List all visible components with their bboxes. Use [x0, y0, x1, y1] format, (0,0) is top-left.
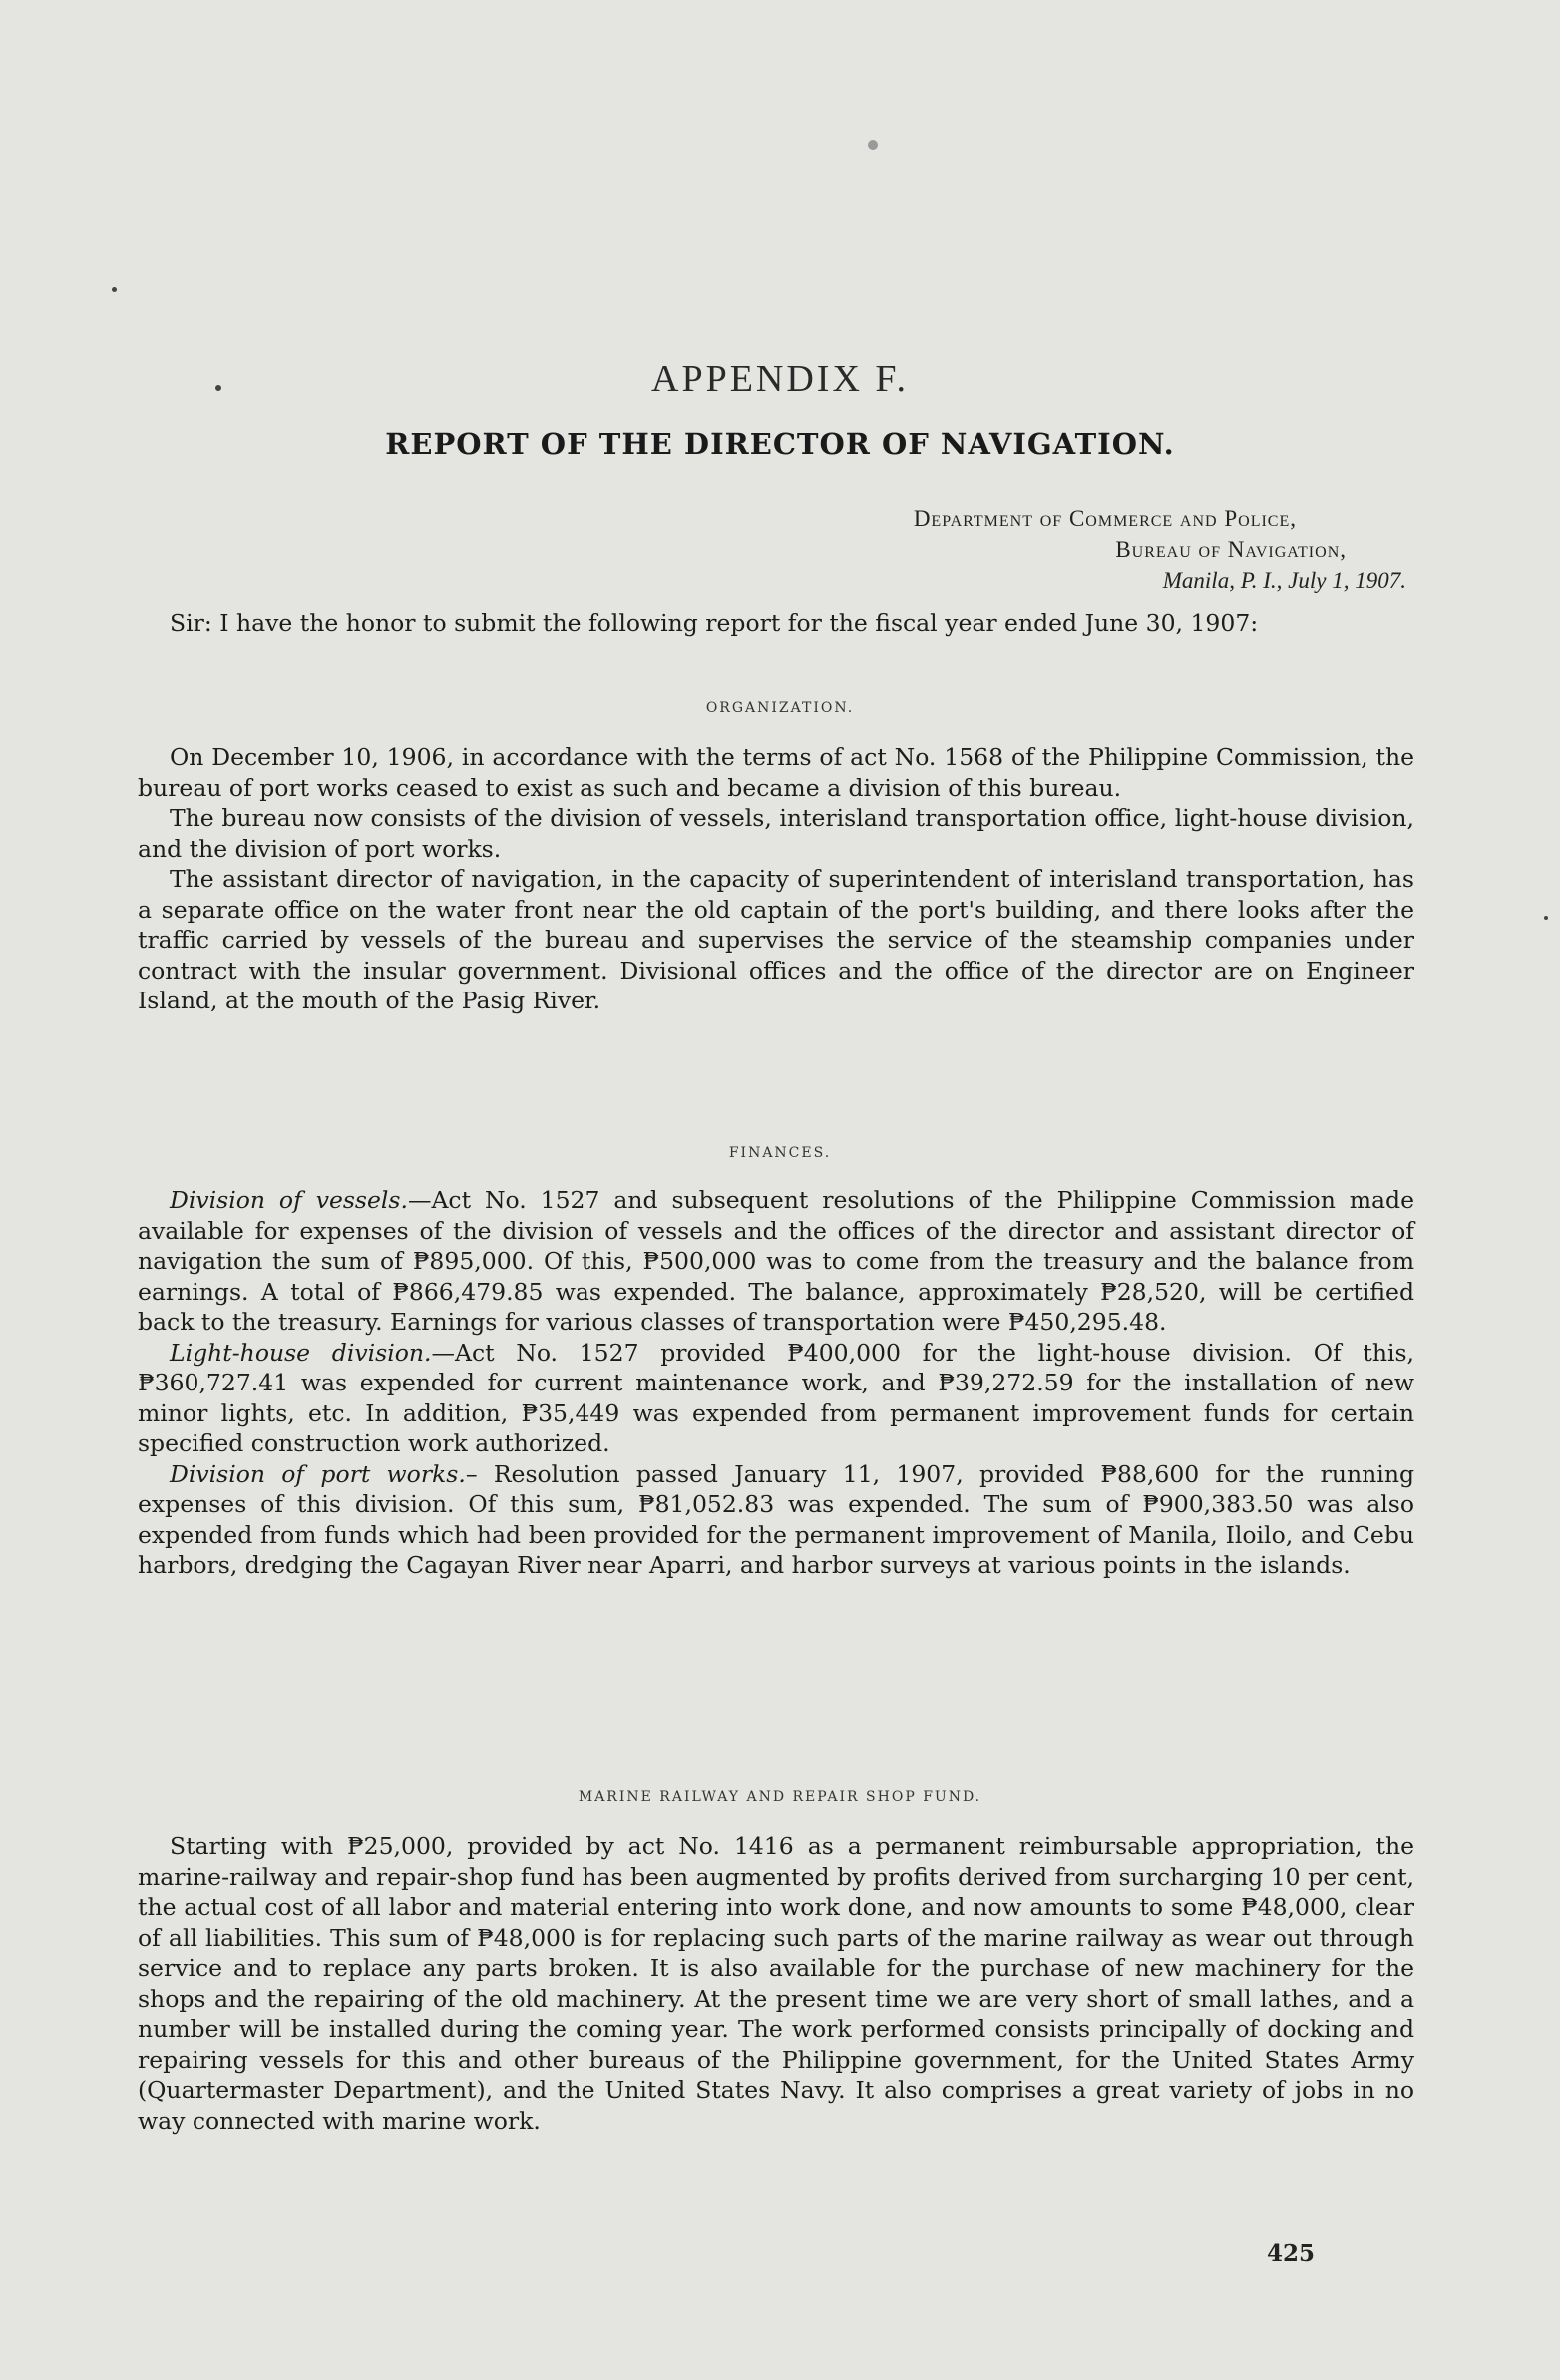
paragraph: On December 10, 1906, in accordance with the terms of act No. 1568 of the Philippine Commission, the bureau of port works ceased to exist as such and became a division of this bureau. [138, 743, 1414, 802]
heading-finances: FINANCES. [728, 1145, 832, 1161]
address-department: Department of Commerce and Police, [913, 506, 1297, 531]
address-bureau: Bureau of Navigation, [1115, 537, 1347, 562]
vessels-text: —Act No. 1527 and subsequent resolutions of the Philippine Commission made available for expenses of the division of vessels and the offices of the director and assistant director of navigation the sum of ₱895,000. Of this, ₱500,000 was to come from the treasury and the balance from earnings. A total of ₱866,479.85 was expended. The balance, approximately ₱28,520, will be certified back to the treasury. Earnings for various classes of transportation were ₱450,295.48. [138, 1186, 1414, 1336]
subheading-lighthouse: Light-house division. [170, 1338, 432, 1367]
letter-address [0, 503, 1406, 595]
report-title: REPORT OF THE DIRECTOR OF NAVIGATION. [385, 427, 1175, 461]
lighthouse-text: —Act No. 1527 provided ₱400,000 for the light-house division. Of this, ₱360,727.41 was expended for current maintenance work, and ₱39,272.59 for the installation of new minor lights, etc. In addition, ₱35,449 was expended from permanent improvement funds for certain specified construction work authorized. [138, 1338, 1414, 1457]
salutation-text: Sir: I have the honor to submit the following report for the fiscal year ended June 30, 1907: [170, 609, 1259, 637]
address-place-date: Manila, P. I., July 1, 1907. [1162, 568, 1406, 593]
paragraph: The assistant director of navigation, in the capacity of superintendent of interisland transportation, has a separate office on the water front near the old captain of the port's building, and there looks after the traffic carried by vessels of the bureau and supervises the service of the steamship companies under contract with the insular government. Divisional offices and the office of the director are on Engineer Island, at the mouth of the Pasig River. [138, 865, 1414, 1014]
heading-organization: ORGANIZATION. [705, 700, 855, 716]
ink-speck [1544, 916, 1548, 920]
section-finances [138, 1185, 1414, 1581]
section-organization [138, 742, 1414, 1016]
paragraph: The bureau now consists of the division of vessels, interisland transportation office, light-house division, and the division of port works. [138, 804, 1414, 863]
salutation [138, 608, 1414, 639]
portworks-text: – Resolution passed January 11, 1907, provided ₱88,600 for the running expenses of this division. Of this sum, ₱81,052.83 was expended. The sum of ₱900,383.50 was also expended from funds which had been provided for the permanent improvement of Manila, Iloilo, and Cebu harbors, dredging the Cagayan River near Aparri, and harbor surveys at various points in the islands. [138, 1459, 1414, 1579]
heading-marine-railway: MARINE RAILWAY AND REPAIR SHOP FUND. [578, 1789, 982, 1805]
ink-speck [868, 140, 878, 150]
section-marine-railway [138, 1831, 1414, 2136]
appendix-title: APPENDIX F. [651, 358, 909, 400]
paragraph-portworks [138, 1459, 1414, 1581]
subheading-vessels: Division of vessels. [170, 1186, 408, 1214]
ink-speck [112, 287, 117, 292]
paragraph: Starting with ₱25,000, provided by act No. 1416 as a permanent reimbursable appropriation, the marine-railway and repair-shop fund has been augmented by profits derived from surcharging 10 per cent, the actual cost of all labor and material entering into work done, and now amounts to some ₱48,000, clear of all liabilities. This sum of ₱48,000 is for replacing such parts of the marine railway as wear out through service and to replace any parts broken. It is also available for the purchase of new machinery for the shops and the repairing of the old machinery. At the present time we are very short of small lathes, and a number will be installed during the coming year. The work performed consists principally of docking and repairing vessels for this and other bureaus of the Philippine government, for the United States Army (Quartermaster Department), and the United States Navy. It also comprises a great variety of jobs in no way connected with marine work. [138, 1832, 1414, 2135]
paragraph-lighthouse [138, 1338, 1414, 1459]
subheading-portworks: Division of port works. [170, 1459, 466, 1488]
page-number: 425 [1267, 2240, 1316, 2267]
paragraph-vessels [138, 1185, 1414, 1338]
